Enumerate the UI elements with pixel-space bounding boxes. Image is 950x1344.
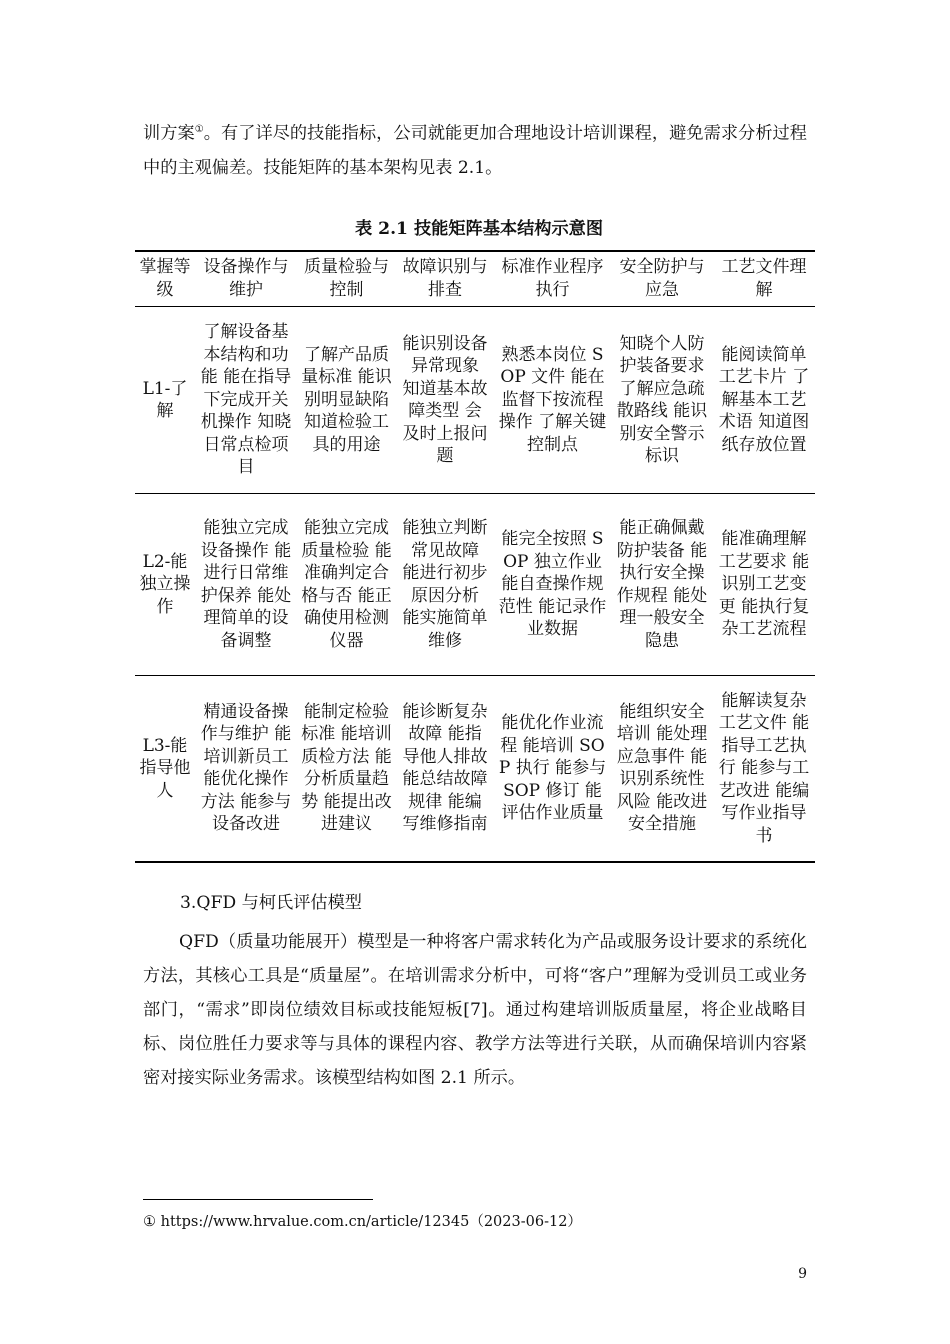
table-cell: 了解产品质量标准 能识别明显缺陷 知道检验工具的用途 [297, 307, 396, 494]
table-cell: 能解读复杂工艺文件 能指导工艺执行 能参与工艺改进 能编写作业指导书 [718, 690, 810, 846]
table-cell: 能制定检验标准 能培训质检方法 能分析质量趋势 能提出改进建议 [301, 701, 392, 835]
table-cell: 能识别设备异常现象 知道基本故障类型 会及时上报问题 [396, 307, 494, 494]
table-row-l1 [135, 307, 815, 494]
table-cell: 能独立完成质量检验 能准确判定合格与否 能正确使用检测仪器 [297, 494, 396, 676]
table-cell: 熟悉本岗位 SOP 文件 能在监督下按流程操作 了解关键控制点 [494, 307, 611, 494]
table-cell: 能优化作业流程 能培训 SOP 执行 能参与 SOP 修订 能评估作业质量 [498, 713, 607, 823]
qfd-paragraph [143, 925, 807, 1095]
table-header-row [135, 251, 815, 307]
header-cell-level: 掌握等级 [135, 251, 195, 307]
table-row-l2 [135, 494, 815, 676]
table-cell: 能独立判断常见故障 能进行初步原因分析 能实施简单维修 [396, 494, 494, 676]
page-number: 9 [798, 1266, 807, 1282]
header-cell-quality: 质量检验与控制 [297, 251, 396, 307]
table-cell: 能准确理解工艺要求 能识别工艺变更 能执行复杂工艺流程 [713, 494, 815, 676]
level-cell: L1-了解 [135, 307, 195, 494]
footnote-divider [143, 1199, 373, 1200]
footnote: ① https://www.hrvalue.com.cn/article/12345（2023-06-12） [143, 1214, 582, 1230]
skill-matrix-table [135, 250, 815, 863]
table-cell: 能独立完成设备操作 能进行日常维护保养 能处理简单的设备调整 [195, 494, 297, 676]
table-cell: 能正确佩戴防护装备 能执行安全操作规程 能处理一般安全隐患 [611, 494, 713, 676]
intro-text-rest: 。有了详尽的技能指标，公司就能更加合理地设计培训课程，避免需求分析过程中的主观偏差。技能矩阵的基本架构见表 2.1。 [143, 123, 807, 178]
table-cell: 知晓个人防护装备要求 了解应急疏散路线 能识别安全警示标识 [611, 307, 713, 494]
table-row-l3 [135, 676, 815, 862]
qfd-paragraph-text: QFD（质量功能展开）模型是一种将客户需求转化为产品或服务设计要求的系统化方法，其核心工具是“质量屋”。在培训需求分析中，可将“客户”理解为受训员工或业务部门，“需求”即岗位绩效目标或技能短板[7]。通过构建培训版质量屋，将企业战略目标、岗位胜任力要求等与具体的课程内容、教学方法等进行关联，从而确保培训内容紧密对接实际业务需求。该模型结构如图 2.1 所示。 [143, 932, 807, 1088]
header-cell-sop: 标准作业程序执行 [494, 251, 611, 307]
table-cell: 能诊断复杂故障 能指导他人排故 能总结故障规律 能编写维修指南 [402, 701, 488, 835]
level-cell: L3-能指导他人 [139, 735, 191, 801]
table-cell: 能阅读简单工艺卡片 了解基本工艺术语 知道图纸存放位置 [713, 307, 815, 494]
table-caption: 表 2.1 技能矩阵基本结构示意图 [354, 219, 604, 239]
table-cell: 了解设备基本结构和功能 能在指导下完成开关机操作 知晓日常点检项目 [195, 307, 297, 494]
intro-paragraph [143, 113, 807, 185]
section-heading: 3.QFD 与柯氏评估模型 [180, 893, 362, 913]
header-cell-safety: 安全防护与应急 [611, 251, 713, 307]
table-cell: 能完全按照 SOP 独立作业 能自查操作规范性 能记录作业数据 [494, 494, 611, 676]
header-cell-process: 工艺文件理解 [713, 251, 815, 307]
level-cell: L2-能独立操作 [135, 494, 195, 676]
header-cell-fault: 故障识别与排查 [396, 251, 494, 307]
table-cell: 能组织安全培训 能处理应急事件 能识别系统性风险 能改进安全措施 [616, 701, 708, 835]
header-cell-equipment: 设备操作与维护 [195, 251, 297, 307]
table-cell: 精通设备操作与维护 能培训新员工 能优化操作方法 能参与设备改进 [200, 701, 292, 835]
footnote-marker[interactable]: ① [194, 124, 204, 135]
intro-text-start: 训方案 [143, 123, 195, 144]
